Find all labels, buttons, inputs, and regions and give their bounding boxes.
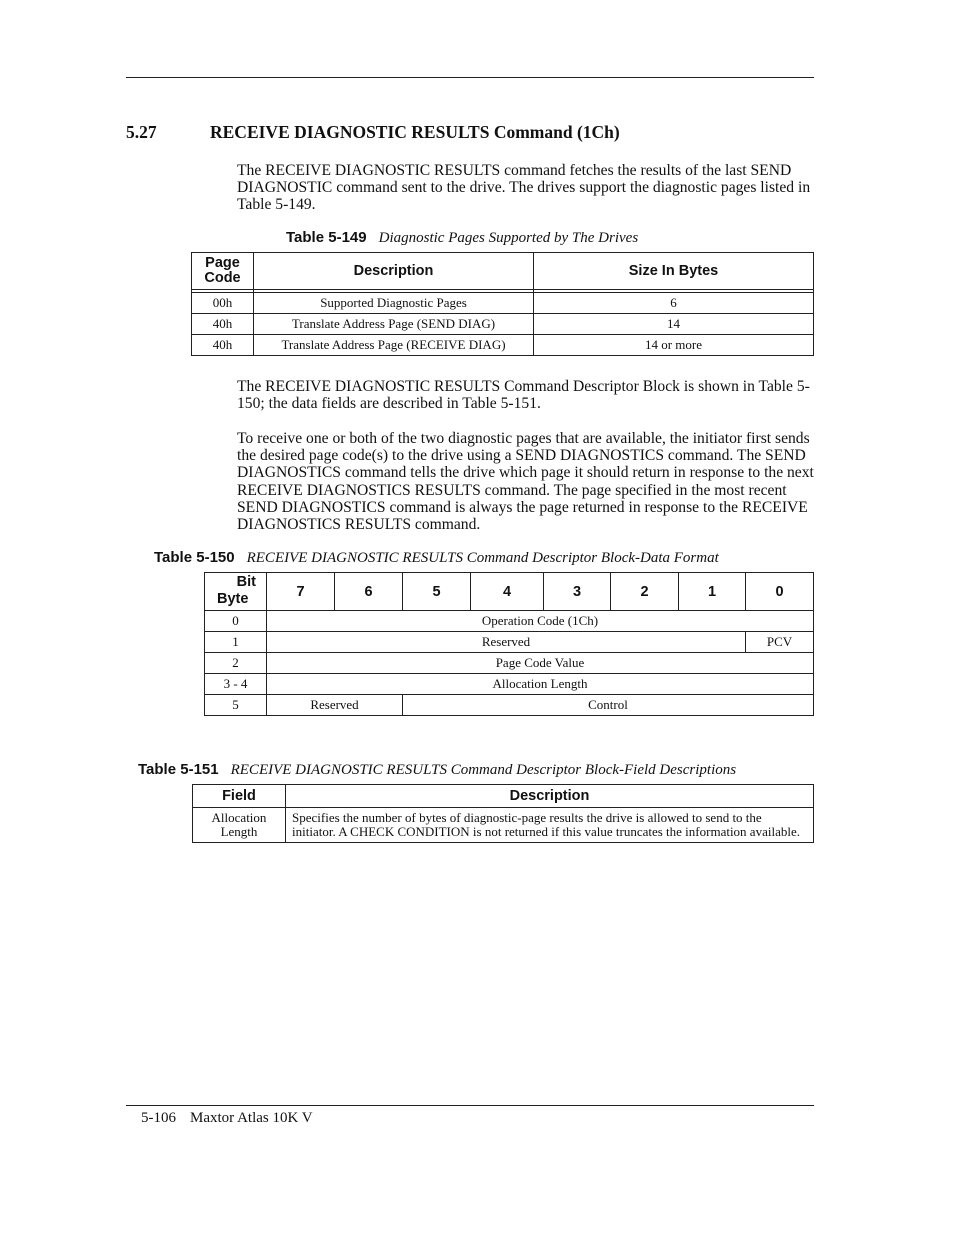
description-cell: Translate Address Page (SEND DIAG) [254,314,534,335]
table-row [193,808,814,843]
field-cell: Reserved [267,632,746,653]
page-code-header: Page Code [192,253,254,290]
table-row [192,293,814,314]
field-cell: Operation Code (1Ch) [267,611,814,632]
page-footer [141,1110,313,1127]
table-row [205,632,814,653]
bit-7-header: 7 [267,573,335,611]
bit-4-header: 4 [471,573,544,611]
section-title: RECEIVE DIAGNOSTIC RESULTS Command (1Ch) [210,122,620,142]
cdb-format-table [204,572,814,716]
description-header: Description [286,785,814,808]
size-cell: 14 or more [534,335,814,356]
table-149-title: Diagnostic Pages Supported by The Drives [378,230,639,246]
top-rule [126,77,814,78]
table-row [205,653,814,674]
table-150-label: Table 5-150 [154,549,235,566]
bit-header-row [205,573,814,611]
table-149-label: Table 5-149 [286,229,367,246]
field-cell: Control [403,695,814,716]
byte-label: Byte [217,591,249,607]
size-cell: 14 [534,314,814,335]
table-row [192,335,814,356]
bit-label: Bit [236,574,256,590]
field-cell: Allocation Length [267,674,814,695]
field-cell: PCV [746,632,814,653]
bottom-rule [126,1105,814,1106]
product-name: Maxtor Atlas 10K V [190,1110,313,1126]
byte-cell: 5 [205,695,267,716]
diagnostic-pages-table [191,252,814,356]
page-code-cell: 00h [192,293,254,314]
section-number: 5.27 [126,122,157,142]
section-heading [126,122,620,143]
usage-paragraph: To receive one or both of the two diagnostic pages that are available, the initiator first sends the desired page code(s) to the drive using a SEND DIAGNOSTICS command. The SEND DIAGNOSTICS command tells the drive which page it should return in response to the next RECEIVE DIAGNOSTICS RESULTS command. The page specified in the most recent SEND DIAGNOSTICS command is always the page returned in response to the RECEIVE DIAGNOSTICS RESULTS command. [237,430,814,534]
byte-cell: 3 - 4 [205,674,267,695]
table-150-title: RECEIVE DIAGNOSTIC RESULTS Command Descriptor Block-Data Format [246,550,719,566]
bit-2-header: 2 [611,573,679,611]
byte-cell: 1 [205,632,267,653]
bit-0-header: 0 [746,573,814,611]
table-header-row [192,253,814,290]
field-cell: Page Code Value [267,653,814,674]
table-151-caption [138,761,736,779]
byte-cell: 0 [205,611,267,632]
intro-paragraph: The RECEIVE DIAGNOSTIC RESULTS command fetches the results of the last SEND DIAGNOSTIC command sent to the drive. The drives support the diagnostic pages listed in Table 5-149. [237,162,811,214]
table-row [192,314,814,335]
bit-byte-header [205,573,267,611]
table-header-row [193,785,814,808]
cdb-paragraph: The RECEIVE DIAGNOSTIC RESULTS Command Descriptor Block is shown in Table 5-150; the data fields are described in Table 5-151. [237,378,810,413]
bit-5-header: 5 [403,573,471,611]
description-cell: Translate Address Page (RECEIVE DIAG) [254,335,534,356]
field-description-cell: Specifies the number of bytes of diagnostic-page results the drive is allowed to send to the initiator. A CHECK CONDITION is not returned if this value truncates the information available. [286,808,814,843]
bit-1-header: 1 [679,573,746,611]
page-number: 5-106 [141,1110,176,1126]
field-header: Field [193,785,286,808]
size-header: Size In Bytes [534,253,814,290]
table-151-label: Table 5-151 [138,761,219,778]
table-150-caption [154,549,719,567]
field-descriptions-table [192,784,814,843]
bit-3-header: 3 [544,573,611,611]
field-name-cell: Allocation Length [193,808,286,843]
description-cell: Supported Diagnostic Pages [254,293,534,314]
bit-6-header: 6 [335,573,403,611]
table-151-title: RECEIVE DIAGNOSTIC RESULTS Command Descriptor Block-Field Descriptions [230,762,737,778]
table-row [205,695,814,716]
page-code-cell: 40h [192,335,254,356]
table-row [205,674,814,695]
size-cell: 6 [534,293,814,314]
description-header: Description [254,253,534,290]
byte-cell: 2 [205,653,267,674]
page-code-cell: 40h [192,314,254,335]
table-row [205,611,814,632]
table-149-caption [286,229,638,247]
field-cell: Reserved [267,695,403,716]
